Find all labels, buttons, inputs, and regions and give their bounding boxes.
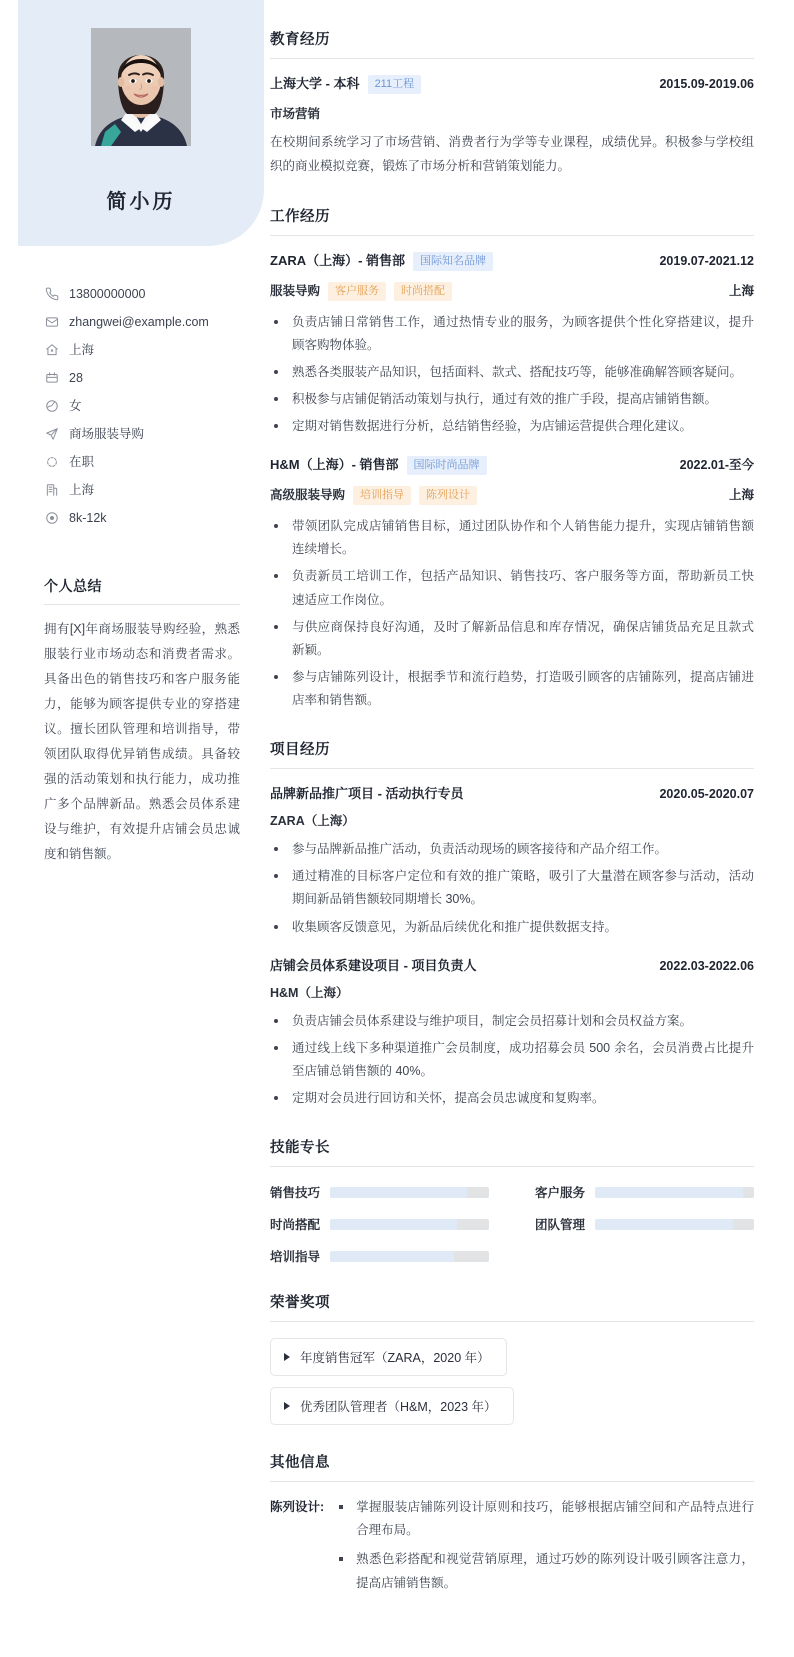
work-location: 上海 [728,488,754,503]
work-entry [270,250,754,439]
contact-item-gender [44,392,242,420]
personal-summary-section [44,576,240,867]
project-bullets [270,1010,754,1111]
other-info-bullet: 熟悉色彩搭配和视觉营销原理，通过巧妙的陈列设计吸引顾客注意力，提高店铺销售额。 [334,1548,754,1594]
project-date: 2022.03-2022.06 [659,958,754,973]
other-info-bullet: 掌握服装店铺陈列设计原则和技巧，能够根据店铺空间和产品特点进行合理布局。 [334,1496,754,1542]
contact-value: 在职 [69,454,95,469]
person-name: 简小历 [106,191,176,213]
project-name: 品牌新品推广项目 - 活动执行专员 [270,786,464,802]
skill-progress-track [330,1187,489,1198]
contact-item-email [44,308,242,336]
skill-progress-track [330,1251,489,1262]
project-company: H&M（上海） [270,985,349,1000]
education-entry-header [270,73,754,95]
section-projects [270,738,754,1110]
main-content [264,0,794,1657]
envelope-icon [44,315,59,330]
work-bullet: 参与店铺陈列设计，根据季节和流行趋势，打造吸引顾客的店铺陈列，提高店铺进店率和销售额。 [270,666,754,712]
work-bullet: 与供应商保持良好沟通，及时了解新品信息和库存情况，确保店铺货品充足且款式新颖。 [270,616,754,662]
skill-progress-track [595,1187,754,1198]
work-bullet: 积极参与店铺促销活动策划与执行，通过有效的推广手段，提高店铺销售额。 [270,388,754,411]
contact-list [0,280,264,532]
skill-label: 客户服务 [535,1186,586,1201]
project-bullet: 通过精准的目标客户定位和有效的推广策略，吸引了大量潜在顾客参与活动，活动期间新品销售额较同期增长 30%。 [270,865,754,911]
work-entry-header [270,250,754,272]
caret-right-icon [284,1402,290,1410]
other-info-row [270,1496,754,1601]
work-bullet: 负责新员工培训工作，包括产品知识、销售技巧、客户服务等方面，帮助新员工快速适应工作岗位。 [270,565,754,611]
section-education [270,28,754,179]
education-major: 市场营销 [270,107,321,121]
sidebar [0,0,264,897]
education-major-row [270,104,754,122]
contact-value: 女 [69,398,82,413]
work-date: 2019.07-2021.12 [659,253,754,268]
project-bullet: 参与品牌新品推广活动，负责活动现场的顾客接待和产品介绍工作。 [270,838,754,861]
education-date: 2015.09-2019.06 [659,77,754,91]
work-company: H&M（上海）- 销售部 [270,457,399,473]
personal-summary-text: 拥有[X]年商场服装导购经验，熟悉服装行业市场动态和消费者需求。具备出色的销售技巧和客户服务能力，能够为顾客提供专业的穿搭建议。擅长团队管理和培训指导，带领团队取得优异销售成绩。具备较强的活动策划和执行能力，成功推广多个品牌新品。熟悉会员体系建设与维护，有效提升店铺会员忠诚度和销售额。 [44,622,240,861]
work-role-row [270,281,754,302]
work-entry [270,454,754,712]
skill-progress-fill [595,1187,743,1198]
work-role: 高级服装导购 [270,488,346,503]
project-bullet: 定期对会员进行回访和关怀，提高会员忠诚度和复购率。 [270,1087,754,1110]
education-tag: 211工程 [368,75,422,94]
contact-value: 8k-12k [69,510,107,525]
skill-progress-fill [330,1219,457,1230]
section-title-projects: 项目经历 [270,738,754,769]
work-company-tag: 国际知名品牌 [413,252,493,271]
project-bullet: 负责店铺会员体系建设与维护项目，制定会员招募计划和会员权益方案。 [270,1010,754,1033]
contact-value: 上海 [69,482,95,497]
skill-row [535,1215,754,1233]
work-bullets [270,515,754,712]
contact-value: 28 [69,370,83,385]
contact-item-position [44,420,242,448]
skill-row [270,1183,489,1201]
work-bullet: 定期对销售数据进行分析，总结销售经验，为店铺运营提供合理化建议。 [270,415,754,438]
phone-icon [44,287,59,302]
paper-plane-icon [44,427,59,442]
section-honors [270,1291,754,1425]
education-entry [270,73,754,179]
project-company-row [270,811,754,829]
contact-item-phone [44,280,242,308]
building-icon [44,483,59,498]
skill-row [270,1215,489,1233]
work-skill-tag: 时尚搭配 [394,282,452,301]
section-title-honors: 荣誉奖项 [270,1291,754,1322]
avatar-photo [91,28,191,146]
skill-row [535,1183,754,1201]
contact-value: 上海 [69,342,95,357]
project-entry-header [270,783,754,802]
work-skill-tag: 客户服务 [328,282,386,301]
skill-progress-fill [330,1187,467,1198]
skill-label: 时尚搭配 [270,1218,321,1233]
skill-progress-fill [595,1219,733,1230]
work-company-tag: 国际时尚品牌 [407,456,487,475]
project-bullets [270,838,754,939]
work-company: ZARA（上海）- 销售部 [270,252,406,268]
project-company-row [270,983,754,1001]
work-date: 2022.01-至今 [679,458,754,473]
project-bullet: 通过线上线下多种渠道推广会员制度，成功招募会员 500 余名，会员消费占比提升至店铺总销售额的 40%。 [270,1037,754,1083]
contact-item-status [44,448,242,476]
skill-progress-track [330,1219,489,1230]
work-skill-tag: 陈列设计 [419,486,477,505]
section-skills [270,1136,754,1265]
work-bullet: 带领团队完成店铺销售目标，通过团队协作和个人销售能力提升，实现店铺销售额连续增长。 [270,515,754,561]
contact-value: 13800000000 [69,286,146,301]
other-info-label: 陈列设计: [270,1500,325,1515]
education-description: 在校期间系统学习了市场营销、消费者行为学等专业课程，成绩优异。积极参与学校组织的商业模拟竞赛，锻炼了市场分析和营销策划能力。 [270,135,754,173]
section-other-info [270,1451,754,1601]
target-icon [44,511,59,526]
honor-item[interactable] [270,1387,514,1425]
contact-value: zhangwei@example.com [69,314,209,329]
sidebar-header [18,0,264,246]
refresh-icon [44,455,59,470]
section-work [270,205,754,713]
contact-item-work-city [44,476,242,504]
contact-item-salary [44,504,242,532]
honor-list [270,1336,754,1425]
id-card-icon [44,371,59,386]
section-title-other-info: 其他信息 [270,1451,754,1482]
project-bullet: 收集顾客反馈意见，为新品后续优化和推广提供数据支持。 [270,916,754,939]
home-icon [44,343,59,358]
skill-row [270,1247,489,1265]
skill-progress-track [595,1219,754,1230]
work-role: 服装导购 [270,283,321,298]
section-title-work: 工作经历 [270,205,754,236]
skill-label: 销售技巧 [270,1186,321,1201]
gender-icon [44,399,59,414]
education-school: 上海大学 - 本科 [270,76,360,91]
project-name: 店铺会员体系建设项目 - 项目负责人 [270,957,477,973]
work-location: 上海 [728,283,754,298]
skill-label: 培训指导 [270,1250,321,1265]
section-title-education: 教育经历 [270,28,754,59]
caret-right-icon [284,1353,290,1361]
work-bullet: 负责店铺日常销售工作，通过热情专业的服务，为顾客提供个性化穿搭建议，提升顾客购物体验。 [270,311,754,357]
project-entry-header [270,955,754,974]
skills-grid [270,1181,754,1265]
project-company: ZARA（上海） [270,814,355,829]
avatar [91,28,191,146]
section-title-skills: 技能专长 [270,1136,754,1167]
contact-value: 商场服装导购 [69,426,145,441]
skill-label: 团队管理 [535,1218,586,1233]
contact-item-hometown [44,336,242,364]
work-bullets [270,311,754,439]
personal-summary-title: 个人总结 [44,576,240,605]
skill-progress-fill [330,1251,454,1262]
other-info-bullets [324,1496,754,1601]
honor-label: 年度销售冠军（ZARA，2020 年） [300,1351,490,1366]
project-entry [270,955,754,1111]
work-skill-tag: 培训指导 [353,486,411,505]
work-role-row [270,485,754,506]
work-bullet: 熟悉各类服装产品知识，包括面料、款式、搭配技巧等，能够准确解答顾客疑问。 [270,361,754,384]
work-entry-header [270,454,754,476]
project-date: 2020.05-2020.07 [659,787,754,802]
project-entry [270,783,754,939]
honor-label: 优秀团队管理者（H&M，2023 年） [300,1400,497,1415]
contact-item-age [44,364,242,392]
honor-item[interactable] [270,1338,507,1376]
